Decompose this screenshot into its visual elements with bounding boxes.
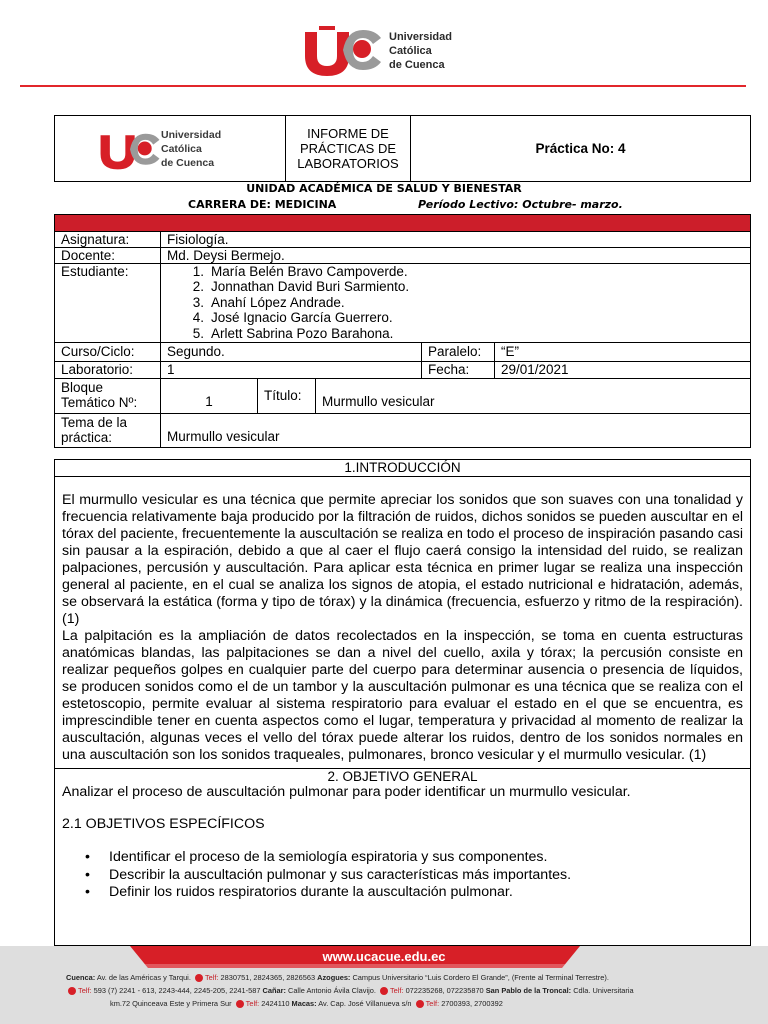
teacher-value: Md. Deysi Bermejo. [160,248,750,263]
info-table [54,214,751,448]
date-value: 29/01/2021 [494,362,750,378]
students-list [160,264,750,342]
title-value: Murmullo vesicular [315,379,750,413]
career: CARRERA DE: MEDICINA [188,198,337,211]
parallel-value: “E” [494,343,750,361]
row-students [55,264,750,343]
student-item: 3. Anahí López Andrade. [192,294,345,310]
row-block [55,379,750,414]
header-divider [20,85,746,87]
student-item: 5. Arlett Sabrina Pozo Barahona. [192,325,394,341]
bullet-icon: • [85,866,90,883]
university-logo [303,26,473,76]
academic-period [418,198,623,211]
footer-url[interactable]: www.ucacue.edu.ec [322,949,446,964]
report-title: INFORME DE PRÁCTICAS DE LABORATORIOS [286,116,411,181]
block-value: 1 [160,379,257,413]
topic-value: Murmullo vesicular [160,414,750,448]
introduction-heading: 1.INTRODUCCIÓN [55,460,750,477]
parallel-label: Paralelo: [421,343,494,361]
objective-item: • Definir los ruidos respiratorios durante la auscultación pulmonar. [85,884,513,900]
period-label: Período Lectivo: [418,198,519,211]
practice-number: Práctica No: 4 [535,141,626,156]
row-topic [55,414,750,448]
introduction-paragraph-1: El murmullo vesicular es una técnica que permite apreciar los sonidos que son suaves con una tonalidad y frecuencia relativamente baja producido por la filtración de ruidos, dichos sonidos se pueden auscultar en el tórax del paciente, frecuentemente la auscultación se realiza en todo el proceso de inspiración pasando casi sin pausar a la espiración, debido a que al caer el flujo caerá consigo la intensidad del ruido, se realizan palpaciones, percusión y auscultación. Para aplicar esta técnica en primer lugar se realiza una inspección general al paciente, en el cual se analiza los signos de atopia, el estado nutricional e hidratación, además, se observará la estática (forma y tipo de tórax) y la dinámica (frecuencia, esfuerzo y ritmo de la respiración). (1) [62,492,743,627]
teacher-label: Docente: [61,248,116,263]
lab-label: Laboratorio: [61,362,134,377]
university-name: Universidad Católica de Cuenca [389,31,452,71]
bullet-icon: • [85,849,90,865]
phone-icon [236,1000,244,1008]
phone-icon [416,1000,424,1008]
student-item: 4. José Ignacio García Guerrero. [192,310,393,326]
course-label: Curso/Ciclo: [61,344,135,359]
introduction-paragraph-2: La palpitación es la ampliación de datos recolectados en la inspección, se toma en cuenta estructuras anatómicas blandas, las palpitaciones se dan a nivel del cuello, axila y tórax; la percusión consiste en realizar pequeños golpes en cualquier parte del cuerpo para determinar ausencia o presencia de líquidos, se producen sonidos como el de un tambor y la auscultación pulmonar es una técnica que se realiza con el estetoscopio, permite evaluar al sistema respiratorio para evaluar el estado en el que se encuentra, es imprescindible tener en cuenta aspectos como el lugar, temperatura y privacidad al momento de realizar la auscultación, algunas veces el vello del tórax puede alterar los ruidos, dentro de los sonidos normales en una auscultación son los sonidos traqueales, pulmonares, bronco vesicular y el murmullo vesicular. (1) [62,628,743,763]
lab-value: 1 [160,362,421,378]
report-content [54,459,751,946]
header-logo-cell [55,116,286,181]
block-label: Bloque Temático Nº: [61,380,138,410]
row-lab [55,362,750,379]
student-item: 2. Jonnathan David Buri Sarmiento. [192,279,410,295]
header-university-name: Universidad Católica de Cuenca [161,129,222,169]
subject-label: Asignatura: [61,232,130,247]
bullet-icon: • [85,884,90,900]
info-table-header-bar [55,215,750,232]
footer-address-line-1: Cuenca: Av. de las Américas y Tarqui. Telf: 2830751, 2824365, 2826563 Azogues: Campus Universitario “Luis Cordero El Grande”, (Frente al Terminal Terrestre). [66,973,609,982]
period-value: Octubre- marzo. [522,198,623,211]
date-label: Fecha: [421,362,494,378]
course-value: Segundo. [160,343,421,361]
title-label: Título: [257,379,315,413]
phone-icon [195,974,203,982]
report-header [54,115,751,182]
phone-icon [68,987,76,995]
objective-item: • Describir la auscultación pulmonar y sus características más importantes. [85,866,572,883]
specific-objectives-heading: 2.1 OBJETIVOS ESPECÍFICOS [62,816,265,832]
objective-heading: 2. OBJETIVO GENERAL [327,769,478,784]
row-course [55,343,750,362]
footer-address-line-3: km.72 Quinceava Este y Primera Sur Telf: 2424110 Macas: Av. Cap. José Villanueva s/n Telf: 2700393, 2700392 [110,999,503,1008]
topic-label: Tema de la práctica: [61,415,128,445]
row-teacher [55,248,750,264]
row-subject [55,232,750,248]
header-logo [99,125,222,177]
page-footer [0,946,768,1024]
specific-objectives-list [55,849,750,902]
university-logo-mark-icon [99,127,161,173]
academic-unit: UNIDAD ACADÉMICA DE SALUD Y BIENESTAR [246,182,522,195]
student-item: 1. María Belén Bravo Campoverde. [192,264,408,279]
phone-icon [380,987,388,995]
objective-item: • Identificar el proceso de la semiología espiratoria y sus componentes. [85,849,548,865]
subject-value: Fisiología. [160,232,750,247]
students-label: Estudiante: [61,264,129,279]
university-logo-mark-icon [303,26,383,76]
general-objective: Analizar el proceso de auscultación pulmonar para poder identificar un murmullo vesicular. [62,784,631,800]
footer-address-line-2: Telf: 593 (7) 2241 - 613, 2243-444, 2245-205, 2241-587 Cañar: Calle Antonio Ávila Clavijo. Telf: 072235268, 072235870 San Pablo de la Troncal: Cdla. Universitaria [66,985,726,997]
